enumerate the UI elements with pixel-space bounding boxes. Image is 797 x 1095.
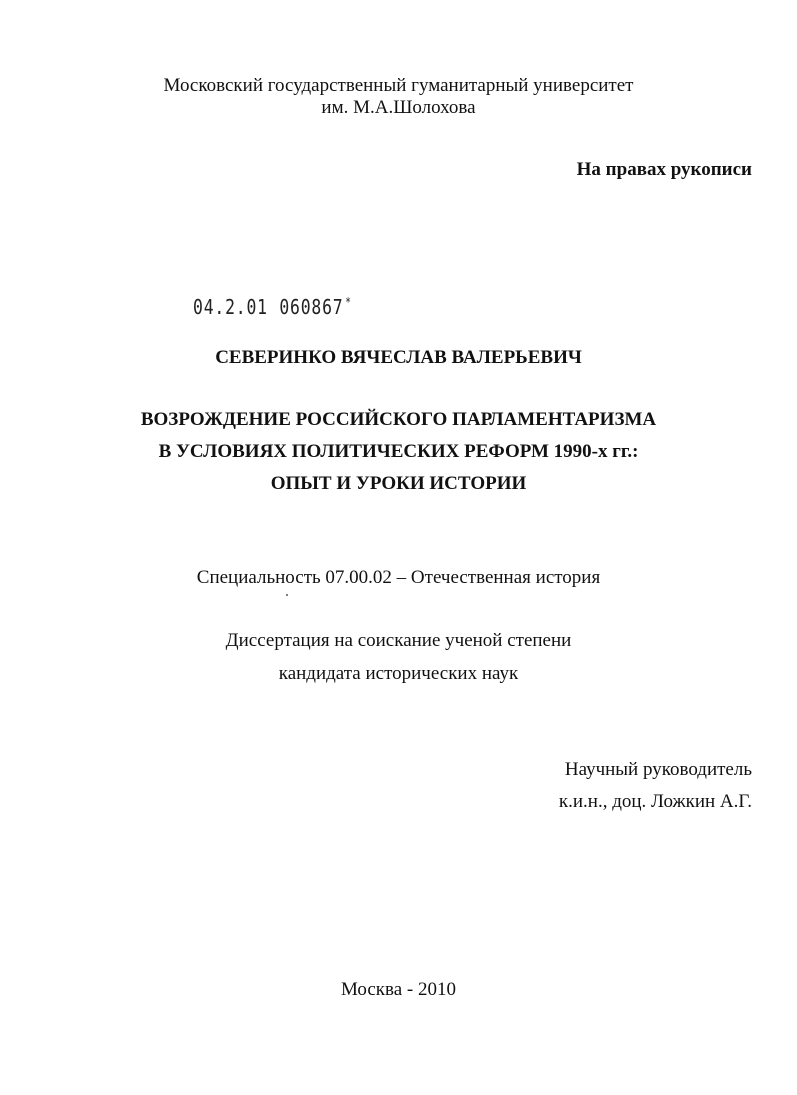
title-line2: В УСЛОВИЯХ ПОЛИТИЧЕСКИХ РЕФОРМ 1990-х гг.: <box>158 441 639 462</box>
manuscript-rights-note: На правах рукописи <box>576 159 752 180</box>
dissertation-line1: Диссертация на соискание ученой степени <box>225 630 572 651</box>
supervisor-label: Научный руководитель <box>564 759 752 780</box>
university-name-line1: Московский государственный гуманитарный университет <box>163 75 634 96</box>
dissertation-line2: кандидата исторических наук <box>278 663 519 684</box>
scan-speck <box>286 594 288 596</box>
specialty-line: Специальность 07.00.02 – Отечественная история <box>196 567 601 588</box>
title-line1: ВОЗРОЖДЕНИЕ РОССИЙСКОГО ПАРЛАМЕНТАРИЗМА <box>140 409 657 430</box>
title-line3: ОПЫТ И УРОКИ ИСТОРИИ <box>270 473 527 494</box>
library-code-part1: 04.2.01 <box>193 295 268 319</box>
university-name-line2: им. М.А.Шолохова <box>321 97 476 118</box>
library-stamp-code <box>193 295 352 319</box>
library-code-part2: 060867 <box>279 295 344 319</box>
library-code-tick: * <box>345 295 352 310</box>
city-year: Москва - 2010 <box>340 979 457 1000</box>
supervisor-name: к.и.н., доц. Ложкин А.Г. <box>558 791 752 812</box>
author-name: СЕВЕРИНКО ВЯЧЕСЛАВ ВАЛЕРЬЕВИЧ <box>215 347 582 368</box>
